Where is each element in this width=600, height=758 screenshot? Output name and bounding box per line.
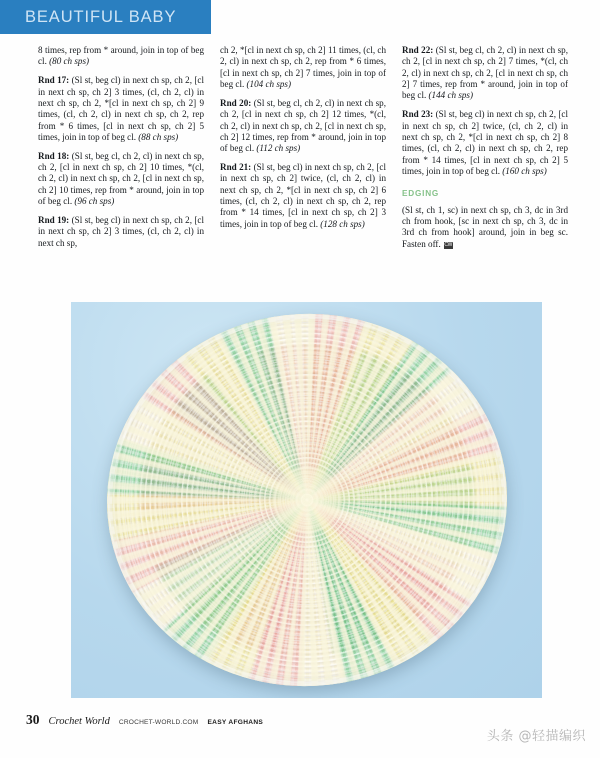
paragraph bbox=[220, 98, 386, 155]
paragraph-body: (Sl st, beg cl) in next ch sp, ch 2, [cl in next ch sp, ch 2] twice, (cl, ch 2, cl) in next ch sp, ch 2, *[cl in next ch sp, ch 2] 8 times, (cl, ch 2, cl) in next ch sp, ch 2, rep from * 14 times, [cl in next ch sp, ch 2] 5 times, join in top of beg cl. bbox=[402, 109, 568, 176]
paragraph-body: (Sl st, beg cl) in next ch sp, ch 2, [cl in next ch sp, ch 2] twice, (cl, ch 2, cl) in next ch sp, ch 2, *[cl in next ch sp, ch 2] 6 times, (cl, ch 2, cl) in next ch sp, ch 2, rep from * 14 times, [cl in next ch sp, ch 2] 3 times, join in top of beg cl. bbox=[220, 162, 386, 229]
stitch-count: (104 ch sps) bbox=[246, 79, 291, 90]
stitch-count: (88 ch sps) bbox=[138, 131, 179, 142]
round-label: Rnd 18: bbox=[38, 150, 70, 161]
paragraph-body: ch 2, *[cl in next ch sp, ch 2] 11 times, (cl, ch 2, cl) in next ch sp, ch 2, rep from * 6 times, [cl in next ch sp, ch 2] 7 times, join in top of beg cl. bbox=[220, 45, 386, 90]
section-heading-edging: EDGING bbox=[402, 189, 440, 199]
text-columns bbox=[0, 45, 600, 250]
page-footer bbox=[26, 712, 263, 728]
paragraph-body: (Sl st, beg cl) in next ch sp, ch 2, [cl in next ch sp, ch 2] 3 times, (cl, ch 2, cl) in next ch sp, bbox=[38, 214, 204, 248]
paragraph-edging bbox=[402, 205, 568, 250]
round-label: Rnd 22: bbox=[402, 45, 434, 55]
text-column-1 bbox=[38, 45, 204, 250]
page-title: BEAUTIFUL BABY bbox=[25, 7, 177, 26]
paragraph-body: (Sl st, beg cl, ch 2, cl) in next ch sp, ch 2, [cl in next ch sp, ch 2] 10 times, *(cl, ch 2, cl) in next ch sp, ch 2, [cl in next ch sp, ch 2] 10 times, rep from * around, join in top of beg cl. bbox=[38, 150, 205, 207]
stitch-count: (96 ch sps) bbox=[74, 196, 115, 207]
paragraph bbox=[38, 151, 204, 208]
paragraph bbox=[38, 215, 204, 249]
paragraph bbox=[38, 45, 204, 68]
text-column-2 bbox=[220, 45, 386, 250]
watermark: 头条 @轻描编织 bbox=[486, 729, 586, 744]
magazine-website: CROCHET-WORLD.COM bbox=[118, 719, 199, 726]
text-column-3 bbox=[402, 45, 568, 250]
paragraph-body: (Sl st, beg cl, ch 2, cl) in next ch sp, ch 2, [cl in next ch sp, ch 2] 12 times, *(cl, ch 2, cl) in next ch sp, ch 2, [cl in next ch sp, ch 2] 12 times, rep from * around, join in top of beg cl. bbox=[220, 97, 387, 154]
magazine-section: EASY AFGHANS bbox=[207, 719, 264, 726]
paragraph bbox=[220, 45, 386, 90]
end-mark-icon: CW bbox=[444, 241, 453, 248]
stitch-count: (80 ch sps) bbox=[49, 56, 90, 67]
paragraph bbox=[38, 75, 204, 143]
round-label: Rnd 19: bbox=[38, 214, 70, 225]
stitch-count: (128 ch sps) bbox=[320, 218, 365, 229]
stitch-count: (112 ch sps) bbox=[256, 143, 301, 154]
round-label: Rnd 17: bbox=[38, 75, 70, 86]
crocheted-afghan bbox=[94, 302, 519, 698]
paragraph-body: (Sl st, beg cl, ch 2, cl) in next ch sp, ch 2, [cl in next ch sp, ch 2] 7 times, *(cl, ch 2, cl) in next ch sp, ch 2, [cl in next ch sp, ch 2] 7 times, rep from * around, join in top of beg cl. bbox=[402, 45, 569, 101]
page-number: 30 bbox=[26, 712, 40, 727]
paragraph-body: (Sl st, beg cl) in next ch sp, ch 2, [cl in next ch sp, ch 2] 3 times, (cl, ch 2, cl) in next ch sp, ch 2, *[cl in next ch sp, ch 2] 9 times, (cl, ch 2, cl) in next ch sp, ch 2, rep from * 6 times, [cl in next ch sp, ch 2] 5 times, join in top of beg cl. bbox=[38, 75, 204, 142]
paragraph bbox=[402, 109, 568, 177]
paragraph bbox=[220, 162, 386, 230]
magazine-name: Crochet World bbox=[48, 716, 110, 727]
round-label: Rnd 23: bbox=[402, 109, 434, 120]
round-label: Rnd 21: bbox=[220, 162, 252, 173]
round-label: Rnd 20: bbox=[220, 97, 252, 108]
paragraph-body: 8 times, rep from * around, join in top of beg cl. bbox=[38, 45, 204, 67]
stitch-count: (144 ch sps) bbox=[428, 90, 473, 101]
paragraph-body: (Sl st, ch 1, sc) in next ch sp, ch 3, dc in 3rd ch from hook, [sc in next ch sp, ch 3, dc in 3rd ch from hook] around, join in beg sc. Fasten off. bbox=[402, 204, 568, 249]
project-photo bbox=[71, 302, 542, 698]
stitch-count: (160 ch sps) bbox=[502, 165, 547, 176]
paragraph bbox=[402, 45, 568, 102]
section-banner bbox=[0, 0, 211, 34]
